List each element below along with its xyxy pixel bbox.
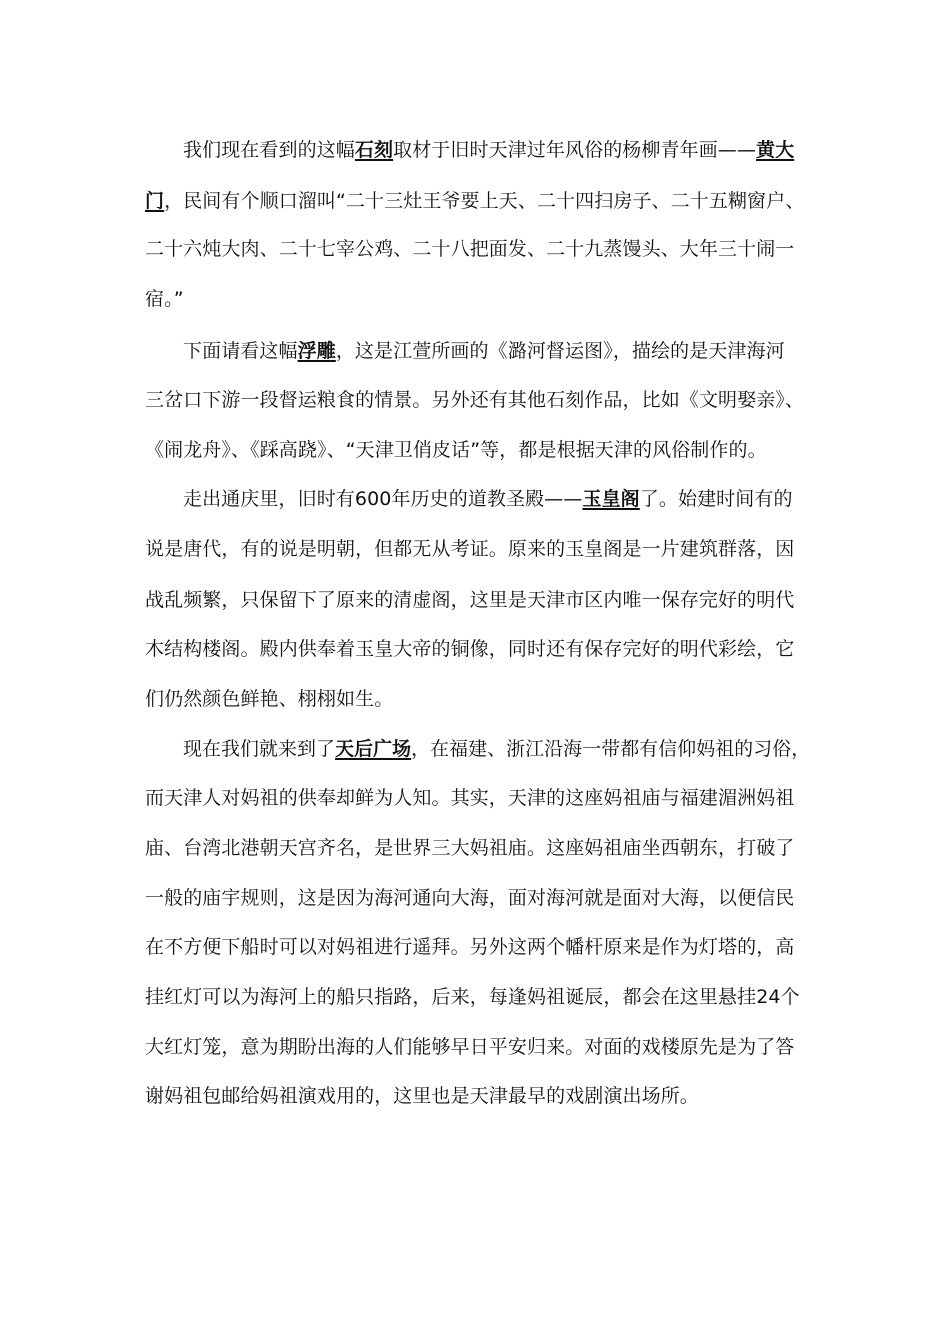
text-run: 走出通庆里，旧时有600年历史的道教圣殿—— (183, 488, 583, 510)
paragraph-1-line-4 (145, 283, 810, 315)
paragraph-3-line-4 (145, 633, 810, 665)
text-run: 下面请看这幅 (183, 340, 298, 362)
text-run: 取材于旧时天津过年风俗的杨柳青年画—— (393, 139, 757, 161)
text-run: 宿。” (145, 288, 184, 310)
paragraph-3-line-5 (145, 683, 810, 715)
highlight-term: 石刻 (354, 139, 394, 161)
text-run: 二十六炖大肉、二十七宰公鸡、二十八把面发、二十九蒸馒头、大年三十闹一 (145, 238, 795, 260)
text-run: ，民间有个顺口溜叫“二十三灶王爷要上天、二十四扫房子、二十五糊窗户、 (164, 190, 805, 212)
paragraph-1-line-3 (145, 233, 810, 265)
text-run: 《闹龙舟》、《踩高跷》、“天津卫俏皮话”等，都是根据天津的风俗制作的。 (145, 439, 767, 461)
highlight-term: 玉皇阁 (582, 488, 640, 510)
text-run: 挂红灯可以为海河上的船只指路，后来，每逢妈祖诞辰，都会在这里悬挂24个 (145, 986, 800, 1008)
paragraph-2-line-3 (145, 434, 810, 466)
paragraph-1-line-2 (145, 185, 810, 217)
text-run: 一般的庙宇规则，这是因为海河通向大海，面对海河就是面对大海，以便信民 (145, 887, 795, 909)
text-run: 们仍然颜色鲜艳、栩栩如生。 (145, 688, 394, 710)
highlight-term: 浮雕 (297, 340, 336, 362)
text-run: 三岔口下游一段督运粮食的情景。另外还有其他石刻作品，比如《文明娶亲》、 (145, 389, 805, 411)
paragraph-3-line-2 (145, 533, 810, 565)
text-run: ，这是江萱所画的《潞河督运图》，描绘的是天津海河 (335, 340, 785, 362)
text-run: 而天津人对妈祖的供奉却鲜为人知。其实，天津的这座妈祖庙与福建湄洲妈祖 (145, 787, 795, 809)
paragraph-3-line-1 (183, 483, 810, 515)
paragraph-4-line-6 (145, 981, 810, 1013)
text-run: 木结构楼阁。殿内供奉着玉皇大帝的铜像，同时还有保存完好的明代彩绘，它 (145, 638, 795, 660)
paragraph-4-line-1 (183, 733, 811, 765)
highlight-term: 门 (145, 190, 165, 212)
paragraph-4-line-5 (145, 931, 810, 963)
text-run: 谢妈祖包邮给妈祖演戏用的，这里也是天津最早的戏剧演出场所。 (145, 1085, 699, 1107)
paragraph-2-line-2 (145, 384, 810, 416)
text-run: 大红灯笼，意为期盼出海的人们能够早日平安归来。对面的戏楼原先是为了答 (145, 1036, 795, 1058)
text-run: ，在福建、浙江沿海一带都有信仰妈祖的习俗， (411, 738, 811, 760)
paragraph-4-line-2 (145, 782, 810, 814)
text-run: 在不方便下船时可以对妈祖进行遥拜。另外这两个幡杆原来是作为灯塔的，高 (145, 936, 795, 958)
paragraph-2-line-1 (183, 335, 810, 367)
text-run: 我们现在看到的这幅 (183, 139, 355, 161)
text-run: 庙、台湾北港朝天宫齐名，是世界三大妈祖庙。这座妈祖庙坐西朝东，打破了 (145, 837, 795, 859)
highlight-term: 天后广场 (335, 738, 412, 760)
text-run: 说是唐代，有的说是明朝，但都无从考证。原来的玉皇阁是一片建筑群落，因 (145, 538, 795, 560)
text-run: 现在我们就来到了 (183, 738, 336, 760)
highlight-term: 黄大 (756, 139, 795, 161)
paragraph-1-line-1 (183, 134, 810, 166)
text-run: 战乱频繁，只保留下了原来的清虚阁，这里是天津市区内唯一保存完好的明代 (145, 589, 795, 611)
paragraph-4-line-8 (145, 1080, 810, 1112)
paragraph-3-line-3 (145, 584, 810, 616)
paragraph-4-line-3 (145, 832, 810, 864)
paragraph-4-line-4 (145, 882, 810, 914)
paragraph-4-line-7 (145, 1031, 810, 1063)
text-run: 了。始建时间有的 (639, 488, 793, 510)
